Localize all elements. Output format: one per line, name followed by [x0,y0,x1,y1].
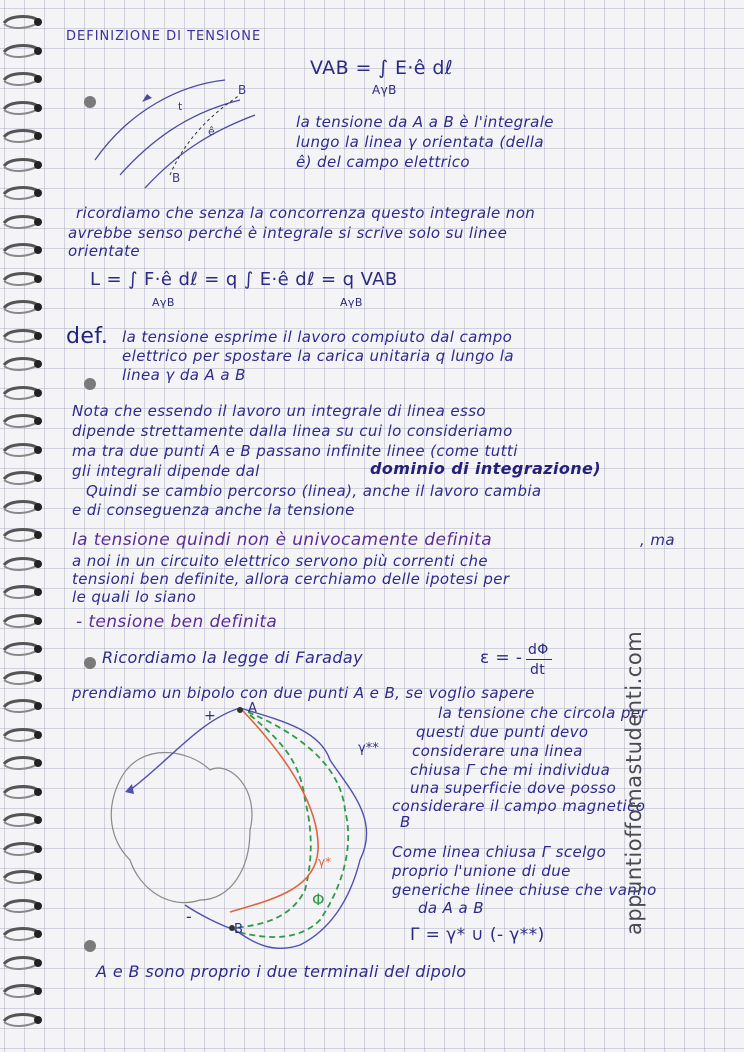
spiral-ring [2,43,42,60]
terminal-a-dot [237,707,243,713]
para5-line: B [400,813,411,831]
spiral-ring [2,128,42,145]
para5-line: la tensione che circola per [438,704,648,722]
para5-line: considerare il campo magnetico [392,797,646,815]
label-terminal-b: B [234,922,243,937]
terminal-wire-bottom [185,905,235,930]
definition-label: def. [66,324,109,349]
spiral-ring [2,1012,42,1029]
punch-hole [84,657,96,669]
para6-line: generiche linee chiuse che vanno [392,881,657,899]
spiral-ring [2,442,42,459]
spiral-ring [2,71,42,88]
spiral-ring [2,556,42,573]
path-gamma-star [230,710,318,912]
para6-line: da A a B [418,899,484,917]
para5-line: questi due punti devo [416,723,589,741]
spiral-ring [2,869,42,886]
formula-work: L = ∫ F·ê dℓ = q ∫ E·ê dℓ = q VAB [90,269,398,290]
arrow-head-icon [125,784,134,794]
spiral-ring [2,385,42,402]
label-phi: Φ [312,890,325,909]
spiral-ring [2,499,42,516]
para4-line: a noi in un circuito elettrico servono più correnti che [72,552,489,570]
label-terminal-a: A [248,701,257,716]
label-plus: + [204,708,216,724]
para2-line: avrebbe senso perché è integrale si scrive solo su linee [68,224,508,242]
label-b-top: B [238,83,247,97]
spiral-ring [2,727,42,744]
page-title: DEFINIZIONE DI TENSIONE [66,29,262,44]
spiral-ring [2,926,42,943]
highlight-tension-not-defined: la tensione quindi non è univocamente definita [72,530,493,550]
watermark: appuntioffomastudenti.com [622,630,646,935]
para2-line: orientate [68,242,141,260]
faraday-numerator: dΦ [528,642,549,658]
label-minus: - [186,907,192,926]
para3-line: e di conseguenza anche la tensione [72,501,355,519]
spiral-ring [2,755,42,772]
punch-hole [84,378,96,390]
para1-line: la tensione da A a B è l'integrale [296,113,554,131]
spiral-ring [2,214,42,231]
punch-hole [84,940,96,952]
spiral-ring [2,613,42,630]
highlight-integration-domain: dominio di integrazione) [370,459,602,478]
para4-line: tensioni ben definite, allora cerchiamo delle ipotesi per [72,570,510,588]
para3-line: Quindi se cambio percorso (linea), anche il lavoro cambia [86,482,542,500]
para3-line: ma tra due punti A e B passano infinite linee (come tutti [72,442,518,460]
spiral-ring [2,670,42,687]
label-t: t [178,100,183,113]
spiral-ring [2,841,42,858]
spiral-ring [2,812,42,829]
para6-line: proprio l'unione di due [392,862,571,880]
section-heading: - tensione ben definita [76,612,278,632]
faraday-formula: ε = - [480,648,523,668]
field-line [95,80,225,160]
para5-line: una superficie dove posso [410,779,617,797]
spiral-ring [2,983,42,1000]
formula-vab-subscript: AγB [372,83,397,97]
arrow-head-icon [142,94,152,102]
spiral-ring [2,641,42,658]
spiral-ring [2,898,42,915]
formula-vab: VAB = ∫ E·ê dℓ [310,57,454,79]
faraday-denominator: dt [530,662,546,678]
para5-line: chiusa Γ che mi individua [410,761,611,779]
formula-work-sub1: AγB [152,296,175,309]
spiral-ring [2,356,42,373]
spiral-ring [2,299,42,316]
path-gamma-double-star [235,708,367,948]
spiral-ring [2,784,42,801]
para1-line: ê) del campo elettrico [296,153,470,171]
para2-line: ricordiamo che senza la concorrenza questo integrale non [76,204,536,222]
spiral-ring [2,527,42,544]
spiral-ring [2,100,42,117]
gamma-formula: Γ = γ* ∪ (- γ**) [410,925,545,945]
label-e: ê [208,125,215,138]
label-gamma-star: γ* [318,855,332,869]
spiral-ring [2,242,42,259]
para5-intro: prendiamo un bipolo con due punti A e B, se voglio sapere [72,684,535,702]
spiral-ring [2,14,42,31]
spiral-ring [2,328,42,345]
para6-line: Come linea chiusa Γ scelgo [392,843,607,861]
definition-line: elettrico per spostare la carica unitaria q lungo la [122,347,514,365]
para3-line: Nota che essendo il lavoro un integrale di linea esso [72,402,487,420]
field-line [145,115,255,188]
para4-line: le quali lo siano [72,588,197,606]
spiral-ring [2,157,42,174]
para3-line: dipende strettamente dalla linea su cui lo consideriamo [72,422,513,440]
label-b-bottom: B [172,171,181,185]
spiral-ring [2,955,42,972]
field-lines-figure [90,70,270,190]
final-line: A e B sono proprio i due terminali del dipolo [96,962,467,981]
definition-line: la tensione esprime il lavoro compiuto dal campo [122,328,513,346]
terminal-wire-top [130,708,240,790]
bipole-figure [100,700,400,970]
bipole-shape [111,753,252,903]
green-dashed-path [235,715,311,928]
para5-line: considerare una linea [412,742,583,760]
label-gamma-double-star: γ** [358,741,379,756]
spiral-ring [2,271,42,288]
spiral-ring [2,698,42,715]
faraday-text: Ricordiamo la legge di Faraday [102,648,363,667]
para3-line: gli integrali dipende dal [72,462,260,480]
spiral-ring [2,584,42,601]
spiral-ring [2,413,42,430]
para4-tail: , ma [640,531,675,549]
green-dashed-path [238,712,348,937]
spiral-ring [2,470,42,487]
definition-line: linea γ da A a B [122,366,246,384]
formula-work-sub2: AγB [340,296,363,309]
spiral-ring [2,185,42,202]
para1-line: lungo la linea γ orientata (della [296,133,544,151]
